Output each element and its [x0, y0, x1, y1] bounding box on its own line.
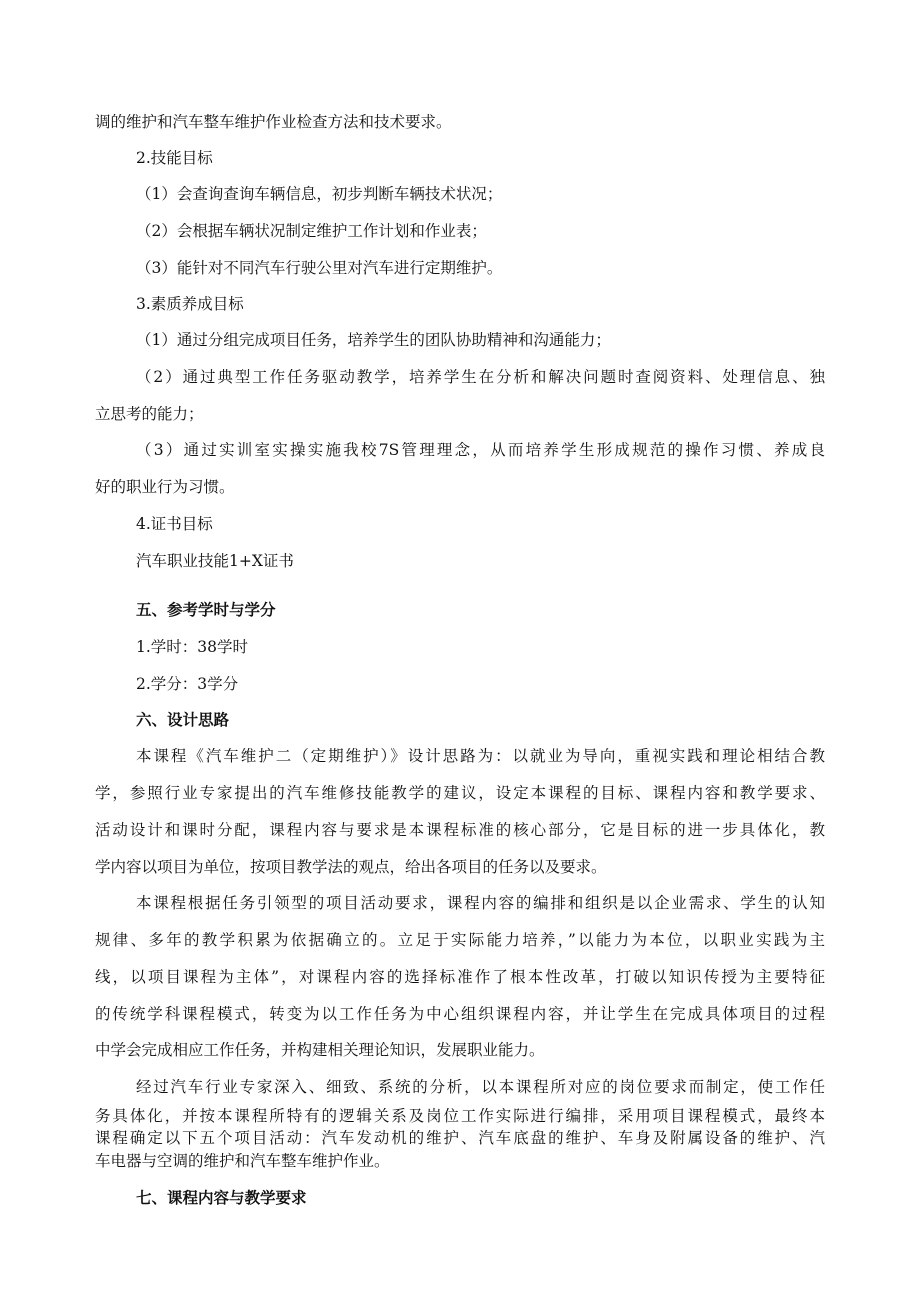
paragraph-line: 本课程根据任务引领型的项目活动要求，课程内容的编排和组织是以企业需求、学生的认知 [136, 894, 825, 912]
quality-goal-item-continuation: 好的职业行为习惯。 [95, 478, 235, 496]
quality-goal-item: （1）通过分组完成项目任务，培养学生的团队协助精神和沟通能力； [136, 331, 611, 349]
quality-goal-item: （2）通过典型工作任务驱动教学，培养学生在分析和解决问题时查阅资料、处理信息、独 [136, 368, 825, 386]
paragraph-line: 经过汽车行业专家深入、细致、系统的分析，以本课程所对应的岗位要求而制定，使工作任 [136, 1078, 825, 1096]
skill-goal-item: （3）能针对不同汽车行驶公里对汽车进行定期维护。 [136, 259, 503, 277]
skill-goal-item: （2）会根据车辆状况制定维护工作计划和作业表； [136, 222, 487, 240]
paragraph-line: 务具体化，并按本课程所特有的逻辑关系及岗位工作实际进行编排，采用项目课程模式，最终本 [95, 1107, 825, 1125]
paragraph-line: 车电器与空调的维护和汽车整车维护作业。 [95, 1152, 390, 1170]
section-heading: 七、课程内容与教学要求 [136, 1188, 307, 1207]
section-heading: 六、设计思路 [136, 710, 230, 729]
skill-goals-title: 2.技能目标 [136, 149, 213, 167]
study-credits: 2.学分：3学分 [136, 675, 239, 693]
study-hours: 1.学时：38学时 [136, 638, 249, 656]
intro-continuation: 调的维护和汽车整车维护作业检查方法和技术要求。 [95, 113, 452, 131]
paragraph-line: 学，参照行业专家提出的汽车维修技能教学的建议，设定本课程的目标、课程内容和教学要求、 [95, 784, 825, 802]
paragraph-line: 本课程《汽车维护二（定期维护）》设计思路为：以就业为导向，重视实践和理论相结合教 [136, 747, 825, 765]
paragraph-line: 线，以项目课程为主体”，对课程内容的选择标准作了根本性改革，打破以知识传授为主要特征 [95, 968, 825, 986]
quality-goal-item: （3）通过实训室实操实施我校7S管理理念，从而培养学生形成规范的操作习惯、养成良 [136, 441, 825, 459]
paragraph-line: 课程确定以下五个项目活动：汽车发动机的维护、汽车底盘的维护、车身及附属设备的维护、汽 [95, 1129, 825, 1147]
quality-goal-item-continuation: 立思考的能力； [95, 405, 204, 423]
skill-goal-item: （1）会查询查询车辆信息，初步判断车辆技术状况； [136, 185, 503, 203]
paragraph-line: 活动设计和课时分配，课程内容与要求是本课程标准的核心部分，它是目标的进一步具体化，教 [95, 821, 825, 839]
paragraph-line: 中学会完成相应工作任务，并构建相关理论知识，发展职业能力。 [95, 1041, 545, 1059]
certificate-goals-title: 4.证书目标 [136, 515, 213, 533]
paragraph-line: 的传统学科课程模式，转变为以工作任务为中心组织课程内容，并让学生在完成具体项目的过程 [95, 1005, 825, 1023]
paragraph-line: 规律、多年的教学积累为依据确立的。立足于实际能力培养，”以能力为本位，以职业实践为主 [95, 931, 825, 949]
certificate-goals-text: 汽车职业技能1+X证书 [136, 552, 294, 570]
paragraph-line: 学内容以项目为单位，按项目教学法的观点，给出各项目的任务以及要求。 [95, 858, 607, 876]
section-heading: 五、参考学时与学分 [136, 600, 276, 619]
quality-goals-title: 3.素质养成目标 [136, 295, 244, 313]
